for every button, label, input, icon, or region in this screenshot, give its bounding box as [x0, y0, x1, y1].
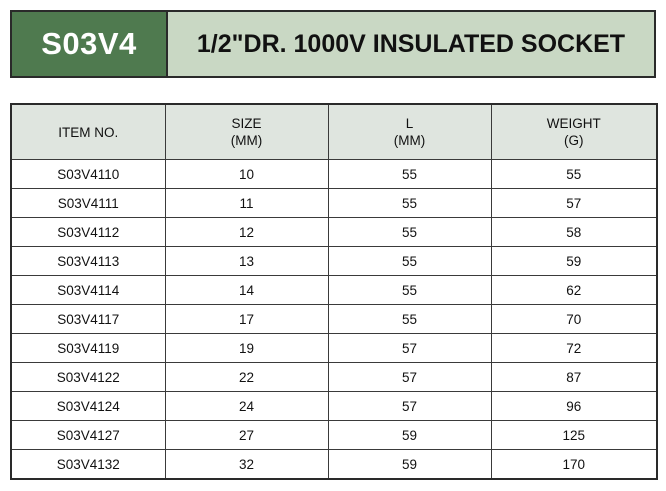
size-cell: 17 [165, 305, 328, 334]
table-header-row [11, 104, 657, 160]
length-cell: 55 [328, 189, 491, 218]
item-no-cell: S03V4122 [11, 363, 165, 392]
weight-cell: 62 [491, 276, 657, 305]
table-row [11, 247, 657, 276]
item-no-cell: S03V4117 [11, 305, 165, 334]
product-header [10, 10, 656, 78]
weight-cell: 96 [491, 392, 657, 421]
item-no-cell: S03V4114 [11, 276, 165, 305]
table-row [11, 160, 657, 189]
weight-cell: 70 [491, 305, 657, 334]
length-cell: 57 [328, 363, 491, 392]
weight-cell: 55 [491, 160, 657, 189]
size-cell: 32 [165, 450, 328, 480]
table-row [11, 392, 657, 421]
table-row [11, 334, 657, 363]
size-cell: 10 [165, 160, 328, 189]
weight-cell: 72 [491, 334, 657, 363]
length-cell: 57 [328, 392, 491, 421]
size-cell: 22 [165, 363, 328, 392]
table-row [11, 305, 657, 334]
weight-cell: 170 [491, 450, 657, 480]
weight-cell: 87 [491, 363, 657, 392]
table-row [11, 218, 657, 247]
length-cell: 57 [328, 334, 491, 363]
weight-cell: 125 [491, 421, 657, 450]
size-cell: 14 [165, 276, 328, 305]
product-title: 1/2"DR. 1000V INSULATED SOCKET [196, 29, 626, 58]
table-row [11, 276, 657, 305]
table-row [11, 421, 657, 450]
size-cell: 12 [165, 218, 328, 247]
table-row [11, 363, 657, 392]
column-header-size: SIZE (MM) [165, 104, 328, 160]
length-cell: 59 [328, 421, 491, 450]
size-cell: 19 [165, 334, 328, 363]
column-header-weight: WEIGHT (G) [491, 104, 657, 160]
length-cell: 55 [328, 276, 491, 305]
size-cell: 13 [165, 247, 328, 276]
length-cell: 55 [328, 247, 491, 276]
item-no-cell: S03V4111 [11, 189, 165, 218]
item-no-cell: S03V4119 [11, 334, 165, 363]
item-no-cell: S03V4112 [11, 218, 165, 247]
weight-cell: 58 [491, 218, 657, 247]
product-code: S03V4 [12, 12, 168, 76]
item-no-cell: S03V4132 [11, 450, 165, 480]
length-cell: 55 [328, 160, 491, 189]
item-no-cell: S03V4110 [11, 160, 165, 189]
table-row [11, 450, 657, 480]
length-cell: 59 [328, 450, 491, 480]
size-cell: 24 [165, 392, 328, 421]
weight-cell: 59 [491, 247, 657, 276]
spec-table [10, 103, 658, 480]
table-row [11, 189, 657, 218]
length-cell: 55 [328, 218, 491, 247]
column-header-length: L (MM) [328, 104, 491, 160]
column-header-item-no: ITEM NO. [11, 104, 165, 160]
length-cell: 55 [328, 305, 491, 334]
item-no-cell: S03V4124 [11, 392, 165, 421]
size-cell: 11 [165, 189, 328, 218]
item-no-cell: S03V4127 [11, 421, 165, 450]
weight-cell: 57 [491, 189, 657, 218]
item-no-cell: S03V4113 [11, 247, 165, 276]
size-cell: 27 [165, 421, 328, 450]
